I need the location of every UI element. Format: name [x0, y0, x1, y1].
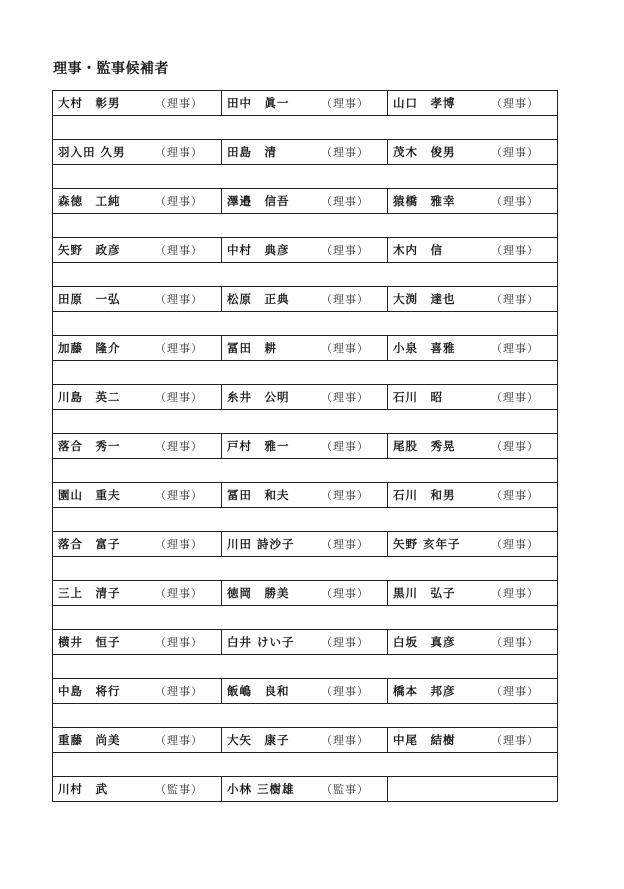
- candidate-cell: [53, 336, 222, 361]
- candidate-cell: [53, 581, 222, 606]
- candidate-row: [53, 385, 558, 410]
- candidate-role: （理事）: [491, 489, 539, 502]
- candidate-name: 小林 三樹雄: [227, 782, 295, 796]
- candidate-cell: [222, 238, 388, 263]
- candidate-role: （理事）: [155, 587, 203, 600]
- row-spacer-cell: [53, 655, 558, 679]
- candidate-name: 中村 典彦: [227, 243, 290, 257]
- candidate-role: （理事）: [155, 538, 203, 551]
- candidate-cell: [222, 287, 388, 312]
- candidate-cell: [53, 287, 222, 312]
- candidate-name: 橋本 邦彦: [393, 684, 456, 698]
- candidate-role: （理事）: [491, 244, 539, 257]
- candidate-name: 糸井 公明: [227, 390, 290, 404]
- candidate-cell: [222, 532, 388, 557]
- candidate-cell: [53, 91, 222, 116]
- candidate-cell: [388, 483, 558, 508]
- candidate-cell: [222, 140, 388, 165]
- candidate-name: 中島 将行: [58, 684, 121, 698]
- candidate-name: 尾股 秀晃: [393, 439, 456, 453]
- candidate-role: （理事）: [155, 195, 203, 208]
- candidate-role: （理事）: [321, 587, 369, 600]
- candidate-role: （理事）: [155, 342, 203, 355]
- candidate-role: （理事）: [155, 293, 203, 306]
- candidate-name: 白井 けい子: [227, 635, 295, 649]
- candidate-name: 山口 孝博: [393, 96, 456, 110]
- candidate-role: （理事）: [321, 195, 369, 208]
- candidate-cell: [222, 630, 388, 655]
- candidate-cell: [222, 728, 388, 753]
- candidate-role: （理事）: [321, 342, 369, 355]
- candidate-name: 大渕 達也: [393, 292, 456, 306]
- candidate-row: [53, 581, 558, 606]
- candidate-name: 戸村 雅一: [227, 439, 290, 453]
- candidate-row: [53, 91, 558, 116]
- row-spacer-cell: [53, 753, 558, 777]
- row-spacer: [53, 263, 558, 287]
- candidate-role: （理事）: [155, 391, 203, 404]
- row-spacer: [53, 557, 558, 581]
- candidate-row: [53, 630, 558, 655]
- row-spacer: [53, 606, 558, 630]
- row-spacer-cell: [53, 263, 558, 287]
- candidate-name: 澤邉 信吾: [227, 194, 290, 208]
- candidate-cell: [222, 483, 388, 508]
- row-spacer: [53, 214, 558, 238]
- candidate-name: 森徳 工純: [58, 194, 121, 208]
- candidate-cell: [388, 777, 558, 802]
- candidate-role: （理事）: [491, 342, 539, 355]
- candidate-cell: [53, 434, 222, 459]
- candidate-name: 飯嶋 良和: [227, 684, 290, 698]
- candidate-role: （理事）: [155, 244, 203, 257]
- candidate-role: （理事）: [155, 489, 203, 502]
- candidate-cell: [53, 238, 222, 263]
- row-spacer: [53, 704, 558, 728]
- candidate-name: 冨田 和夫: [227, 488, 290, 502]
- candidate-name: 冨田 耕: [227, 341, 277, 355]
- candidate-cell: [222, 385, 388, 410]
- candidate-cell: [388, 336, 558, 361]
- row-spacer-cell: [53, 312, 558, 336]
- candidate-cell: [388, 679, 558, 704]
- candidate-name: 石川 昭: [393, 390, 443, 404]
- candidate-name: 小泉 喜雅: [393, 341, 456, 355]
- candidate-row: [53, 777, 558, 802]
- candidate-row: [53, 238, 558, 263]
- candidate-role: （理事）: [321, 489, 369, 502]
- candidate-name: 白坂 真彦: [393, 635, 456, 649]
- candidate-cell: [222, 91, 388, 116]
- candidate-cell: [53, 189, 222, 214]
- row-spacer: [53, 655, 558, 679]
- candidate-row: [53, 434, 558, 459]
- candidate-cell: [388, 140, 558, 165]
- candidate-role: （理事）: [155, 734, 203, 747]
- candidate-role: （理事）: [491, 440, 539, 453]
- row-spacer: [53, 361, 558, 385]
- candidate-role: （理事）: [491, 538, 539, 551]
- candidate-cell: [388, 385, 558, 410]
- candidate-role: （理事）: [155, 636, 203, 649]
- candidate-name: 川田 詩沙子: [227, 537, 295, 551]
- candidate-cell: [388, 581, 558, 606]
- candidate-cell: [222, 679, 388, 704]
- candidate-role: （理事）: [155, 146, 203, 159]
- candidate-row: [53, 532, 558, 557]
- candidate-row: [53, 679, 558, 704]
- row-spacer-cell: [53, 214, 558, 238]
- candidate-cell: [53, 532, 222, 557]
- candidate-cell: [53, 777, 222, 802]
- row-spacer: [53, 508, 558, 532]
- candidate-row: [53, 189, 558, 214]
- candidate-name: 矢野 政彦: [58, 243, 121, 257]
- candidate-name: 田島 清: [227, 145, 277, 159]
- row-spacer-cell: [53, 557, 558, 581]
- candidate-name: 田原 一弘: [58, 292, 121, 306]
- candidate-role: （理事）: [491, 587, 539, 600]
- candidate-cell: [388, 238, 558, 263]
- candidate-role: （理事）: [321, 636, 369, 649]
- candidate-name: 重藤 尚美: [58, 733, 121, 747]
- candidate-role: （理事）: [491, 685, 539, 698]
- row-spacer: [53, 459, 558, 483]
- candidate-cell: [222, 581, 388, 606]
- candidate-name: 矢野 亥年子: [393, 537, 461, 551]
- page-title: 理事・監事候補者: [53, 61, 169, 77]
- candidate-cell: [222, 434, 388, 459]
- candidate-role: （監事）: [155, 783, 203, 796]
- candidate-name: 横井 恒子: [58, 635, 121, 649]
- row-spacer: [53, 165, 558, 189]
- row-spacer-cell: [53, 704, 558, 728]
- candidate-role: （理事）: [491, 195, 539, 208]
- candidate-cell: [388, 287, 558, 312]
- candidate-role: （理事）: [321, 440, 369, 453]
- candidate-row: [53, 336, 558, 361]
- candidate-cell: [222, 189, 388, 214]
- candidate-role: （理事）: [491, 391, 539, 404]
- candidate-role: （監事）: [321, 783, 369, 796]
- row-spacer: [53, 410, 558, 434]
- row-spacer-cell: [53, 410, 558, 434]
- candidate-cell: [388, 434, 558, 459]
- candidate-name: 大村 彰男: [58, 96, 121, 110]
- candidate-name: 三上 清子: [58, 586, 121, 600]
- candidate-cell: [388, 532, 558, 557]
- candidate-role: （理事）: [321, 146, 369, 159]
- candidate-name: 猿橋 雅幸: [393, 194, 456, 208]
- candidate-name: 徳岡 勝美: [227, 586, 290, 600]
- candidate-role: （理事）: [321, 244, 369, 257]
- candidate-cell: [53, 728, 222, 753]
- candidate-name: 木内 信: [393, 243, 443, 257]
- candidate-role: （理事）: [321, 685, 369, 698]
- row-spacer-cell: [53, 361, 558, 385]
- candidate-cell: [53, 630, 222, 655]
- candidate-table: [52, 90, 558, 802]
- candidate-name: 川村 武: [58, 782, 108, 796]
- candidate-name: 松原 正典: [227, 292, 290, 306]
- candidate-cell: [53, 140, 222, 165]
- row-spacer-cell: [53, 606, 558, 630]
- candidate-role: （理事）: [321, 293, 369, 306]
- candidate-role: （理事）: [491, 293, 539, 306]
- row-spacer: [53, 312, 558, 336]
- candidate-cell: [388, 189, 558, 214]
- candidate-role: （理事）: [491, 146, 539, 159]
- candidate-name: 大矢 康子: [227, 733, 290, 747]
- candidate-role: （理事）: [321, 538, 369, 551]
- candidate-name: 園山 重夫: [58, 488, 121, 502]
- row-spacer-cell: [53, 165, 558, 189]
- candidate-role: （理事）: [155, 685, 203, 698]
- candidate-role: （理事）: [491, 97, 539, 110]
- candidate-name: 黒川 弘子: [393, 586, 456, 600]
- candidate-role: （理事）: [321, 97, 369, 110]
- candidate-cell: [53, 385, 222, 410]
- candidate-cell: [222, 777, 388, 802]
- candidate-role: （理事）: [491, 636, 539, 649]
- candidate-name: 羽入田 久男: [58, 145, 126, 159]
- candidate-role: （理事）: [155, 97, 203, 110]
- candidate-cell: [53, 483, 222, 508]
- candidate-name: 田中 眞一: [227, 96, 290, 110]
- candidate-row: [53, 140, 558, 165]
- candidate-name: 川島 英二: [58, 390, 121, 404]
- candidate-cell: [53, 679, 222, 704]
- candidate-role: （理事）: [491, 734, 539, 747]
- candidate-cell: [388, 91, 558, 116]
- candidate-name: 石川 和男: [393, 488, 456, 502]
- candidate-name: 加藤 隆介: [58, 341, 121, 355]
- candidate-name: 落合 秀一: [58, 439, 121, 453]
- candidate-cell: [388, 630, 558, 655]
- row-spacer-cell: [53, 116, 558, 140]
- candidate-cell: [388, 728, 558, 753]
- row-spacer-cell: [53, 459, 558, 483]
- candidate-cell: [222, 336, 388, 361]
- row-spacer: [53, 116, 558, 140]
- row-spacer: [53, 753, 558, 777]
- candidate-role: （理事）: [155, 440, 203, 453]
- candidate-row: [53, 728, 558, 753]
- candidate-role: （理事）: [321, 391, 369, 404]
- candidate-role: （理事）: [321, 734, 369, 747]
- candidate-name: 中尾 結樹: [393, 733, 456, 747]
- row-spacer-cell: [53, 508, 558, 532]
- candidate-row: [53, 287, 558, 312]
- candidate-name: 落合 富子: [58, 537, 121, 551]
- candidate-name: 茂木 俊男: [393, 145, 456, 159]
- candidate-row: [53, 483, 558, 508]
